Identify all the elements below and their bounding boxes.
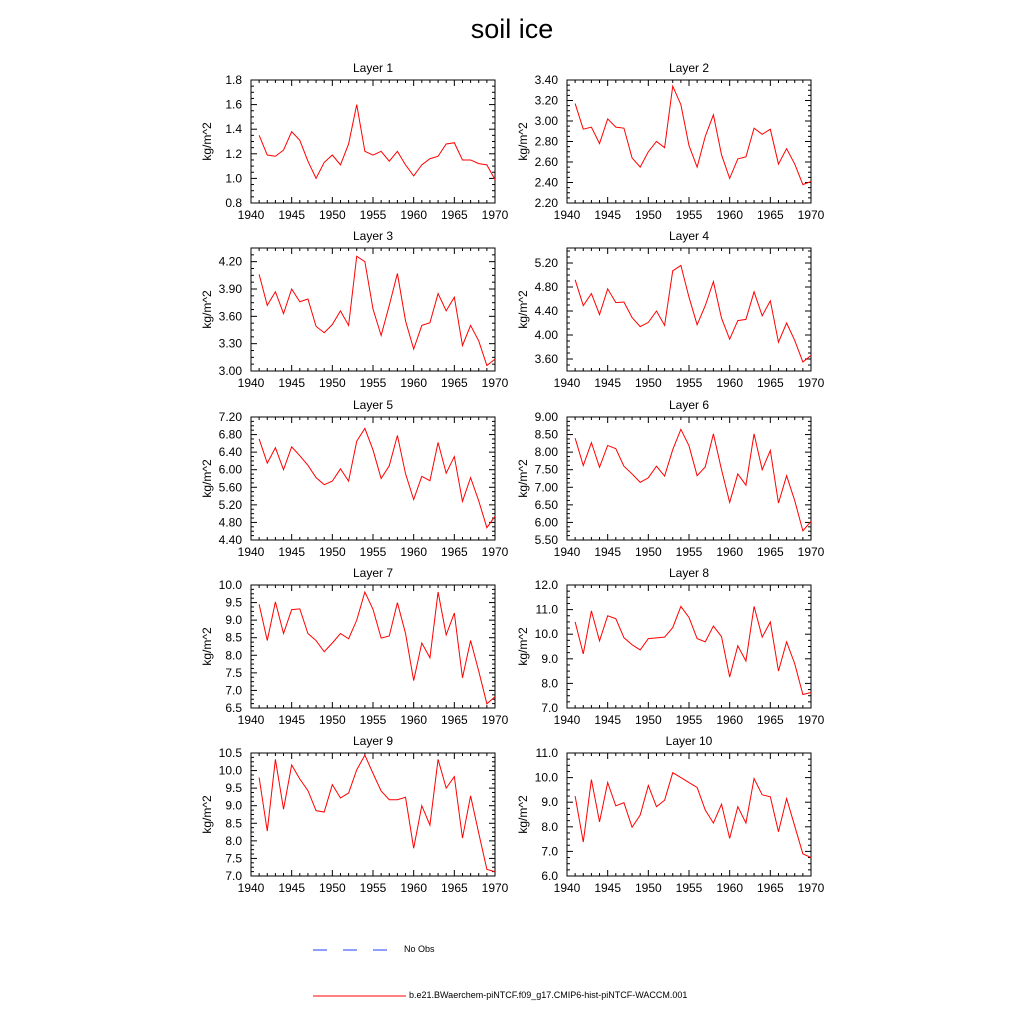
y-tick-label: 11.0 bbox=[535, 746, 558, 760]
y-tick-label: 3.00 bbox=[534, 114, 558, 128]
x-tick-label: 1950 bbox=[634, 881, 662, 895]
y-tick-label: 3.60 bbox=[218, 309, 242, 324]
y-tick-label: 0.8 bbox=[225, 196, 242, 210]
y-axis-label: kg/m^2 bbox=[516, 795, 530, 834]
x-tick-label: 1940 bbox=[553, 881, 581, 895]
panel-title: Layer 10 bbox=[665, 734, 713, 748]
y-tick-label: 9.0 bbox=[225, 798, 242, 813]
y-tick-label: 8.50 bbox=[534, 427, 558, 442]
x-tick-label: 1970 bbox=[797, 545, 825, 559]
x-tick-label: 1940 bbox=[237, 208, 265, 222]
x-tick-label: 1960 bbox=[400, 376, 428, 390]
x-tick-label: 1955 bbox=[675, 545, 703, 559]
y-tick-label: 4.40 bbox=[534, 304, 558, 318]
y-tick-label: 6.40 bbox=[218, 445, 242, 460]
x-tick-label: 1945 bbox=[594, 713, 622, 727]
series-line bbox=[575, 429, 811, 531]
y-tick-label: 6.00 bbox=[534, 515, 558, 530]
x-tick-label: 1965 bbox=[440, 545, 468, 559]
x-tick-label: 1965 bbox=[756, 545, 784, 559]
x-tick-label: 1960 bbox=[400, 545, 428, 559]
y-tick-label: 3.90 bbox=[218, 282, 242, 296]
panel-title: Layer 4 bbox=[668, 229, 710, 243]
y-tick-label: 9.0 bbox=[541, 651, 558, 666]
chart-layer-1 bbox=[200, 61, 509, 222]
y-tick-label: 2.20 bbox=[534, 196, 558, 210]
y-tick-label: 4.80 bbox=[218, 515, 242, 530]
x-tick-label: 1955 bbox=[359, 713, 387, 727]
x-tick-label: 1950 bbox=[634, 713, 662, 727]
plot-frame bbox=[567, 80, 811, 203]
y-tick-label: 8.5 bbox=[225, 630, 242, 645]
plot-frame bbox=[251, 753, 495, 876]
x-tick-label: 1965 bbox=[756, 713, 784, 727]
x-tick-label: 1945 bbox=[278, 881, 306, 895]
panel-title: Layer 2 bbox=[668, 61, 710, 75]
series-line bbox=[259, 105, 495, 180]
x-tick-label: 1940 bbox=[553, 545, 581, 559]
panel-title: Layer 1 bbox=[352, 61, 394, 75]
chart-layer-8 bbox=[516, 566, 825, 727]
y-tick-label: 8.0 bbox=[541, 676, 558, 691]
x-tick-label: 1945 bbox=[594, 881, 622, 895]
x-tick-label: 1955 bbox=[359, 545, 387, 559]
x-tick-label: 1940 bbox=[237, 881, 265, 895]
y-tick-label: 7.0 bbox=[541, 701, 558, 715]
chart-layer-6 bbox=[516, 398, 825, 559]
y-tick-label: 6.0 bbox=[541, 869, 558, 883]
series-line bbox=[575, 773, 811, 858]
x-tick-label: 1970 bbox=[797, 713, 825, 727]
chart-layer-5 bbox=[200, 398, 509, 559]
y-tick-label: 3.20 bbox=[534, 93, 558, 108]
panel-title: Layer 7 bbox=[352, 566, 394, 580]
x-tick-label: 1945 bbox=[278, 376, 306, 390]
x-tick-label: 1940 bbox=[553, 713, 581, 727]
x-tick-label: 1965 bbox=[440, 713, 468, 727]
x-tick-label: 1960 bbox=[716, 881, 744, 895]
y-tick-label: 8.0 bbox=[225, 648, 242, 663]
y-tick-label: 1.8 bbox=[225, 73, 242, 87]
y-tick-label: 7.0 bbox=[225, 683, 242, 698]
y-tick-label: 3.30 bbox=[218, 336, 242, 351]
x-tick-label: 1970 bbox=[797, 376, 825, 390]
x-tick-label: 1950 bbox=[318, 545, 346, 559]
panel-title: Layer 9 bbox=[352, 734, 394, 748]
x-tick-label: 1955 bbox=[359, 208, 387, 222]
series-line bbox=[575, 606, 811, 694]
chart-layer-4 bbox=[516, 229, 825, 390]
y-tick-label: 1.2 bbox=[225, 146, 242, 161]
x-tick-label: 1960 bbox=[716, 376, 744, 390]
x-tick-label: 1965 bbox=[756, 376, 784, 390]
y-tick-label: 9.00 bbox=[534, 410, 558, 424]
x-tick-label: 1965 bbox=[756, 881, 784, 895]
y-tick-label: 6.80 bbox=[218, 427, 242, 442]
y-tick-label: 8.0 bbox=[225, 833, 242, 848]
y-tick-label: 9.5 bbox=[225, 595, 242, 610]
panel-title: Layer 6 bbox=[668, 398, 710, 412]
chart-layer-7 bbox=[200, 566, 509, 727]
chart-layer-9 bbox=[200, 734, 509, 895]
y-tick-label: 2.60 bbox=[534, 155, 558, 169]
y-tick-label: 10.0 bbox=[218, 578, 242, 592]
x-tick-label: 1960 bbox=[400, 208, 428, 222]
y-tick-label: 4.20 bbox=[218, 254, 242, 269]
y-axis-label: kg/m^2 bbox=[200, 290, 214, 329]
y-tick-label: 9.0 bbox=[541, 795, 558, 810]
y-tick-label: 5.20 bbox=[218, 497, 242, 512]
y-tick-label: 3.40 bbox=[534, 73, 558, 87]
x-tick-label: 1960 bbox=[716, 208, 744, 222]
y-tick-label: 6.5 bbox=[225, 701, 242, 715]
x-tick-label: 1965 bbox=[440, 376, 468, 390]
legend-obs-label: No Obs bbox=[404, 944, 435, 954]
series-line bbox=[575, 265, 811, 362]
y-axis-label: kg/m^2 bbox=[516, 627, 530, 666]
x-tick-label: 1960 bbox=[400, 881, 428, 895]
series-line bbox=[259, 755, 495, 872]
y-tick-label: 10.0 bbox=[218, 763, 242, 778]
series-line bbox=[259, 592, 495, 704]
legend-model-label: b.e21.BWaerchem-piNTCF.f09_g17.CMIP6-hist-piNTCF-WACCM.001 bbox=[409, 990, 688, 1000]
x-tick-label: 1970 bbox=[481, 881, 509, 895]
x-tick-label: 1940 bbox=[553, 376, 581, 390]
y-tick-label: 6.00 bbox=[218, 462, 242, 477]
y-tick-label: 1.4 bbox=[225, 122, 242, 137]
y-tick-label: 11.0 bbox=[535, 602, 558, 617]
chart-layer-3 bbox=[200, 229, 509, 390]
x-tick-label: 1960 bbox=[716, 545, 744, 559]
panel-title: Layer 8 bbox=[668, 566, 710, 580]
x-tick-label: 1955 bbox=[675, 713, 703, 727]
y-tick-label: 10.5 bbox=[218, 746, 242, 760]
x-tick-label: 1940 bbox=[553, 208, 581, 222]
y-axis-label: kg/m^2 bbox=[200, 795, 214, 834]
x-tick-label: 1945 bbox=[594, 376, 622, 390]
x-tick-label: 1950 bbox=[634, 545, 662, 559]
y-tick-label: 2.40 bbox=[534, 175, 558, 190]
panel-title: Layer 5 bbox=[352, 398, 394, 412]
y-axis-label: kg/m^2 bbox=[200, 122, 214, 161]
y-tick-label: 7.5 bbox=[225, 665, 242, 680]
x-tick-label: 1970 bbox=[481, 208, 509, 222]
y-tick-label: 7.50 bbox=[534, 462, 558, 477]
x-tick-label: 1950 bbox=[318, 881, 346, 895]
series-line bbox=[575, 86, 811, 184]
y-tick-label: 5.20 bbox=[534, 256, 558, 270]
y-tick-label: 7.0 bbox=[225, 869, 242, 883]
y-tick-label: 8.5 bbox=[225, 816, 242, 831]
y-axis-label: kg/m^2 bbox=[200, 627, 214, 666]
series-line bbox=[259, 428, 495, 527]
x-tick-label: 1960 bbox=[716, 713, 744, 727]
y-tick-label: 9.5 bbox=[225, 781, 242, 796]
x-tick-label: 1945 bbox=[594, 208, 622, 222]
x-tick-label: 1955 bbox=[675, 208, 703, 222]
x-tick-label: 1955 bbox=[359, 376, 387, 390]
figure-title: soil ice bbox=[470, 14, 554, 44]
y-tick-label: 10.0 bbox=[534, 627, 558, 642]
y-tick-label: 1.6 bbox=[225, 97, 242, 112]
y-axis-label: kg/m^2 bbox=[516, 459, 530, 498]
x-tick-label: 1965 bbox=[756, 208, 784, 222]
y-tick-label: 7.5 bbox=[225, 851, 242, 866]
x-tick-label: 1960 bbox=[400, 713, 428, 727]
y-tick-label: 7.00 bbox=[534, 480, 558, 495]
y-tick-label: 8.00 bbox=[534, 445, 558, 460]
y-tick-label: 2.80 bbox=[534, 134, 558, 149]
y-tick-label: 5.50 bbox=[534, 533, 558, 547]
series-line bbox=[259, 256, 495, 365]
x-tick-label: 1950 bbox=[634, 376, 662, 390]
y-tick-label: 12.0 bbox=[534, 578, 558, 592]
y-tick-label: 3.00 bbox=[218, 364, 242, 378]
panel-title: Layer 3 bbox=[352, 229, 394, 243]
y-tick-label: 1.0 bbox=[225, 171, 242, 186]
x-tick-label: 1955 bbox=[675, 376, 703, 390]
y-tick-label: 6.50 bbox=[534, 497, 558, 512]
x-tick-label: 1970 bbox=[797, 881, 825, 895]
x-tick-label: 1945 bbox=[594, 545, 622, 559]
plot-frame bbox=[567, 248, 811, 371]
y-tick-label: 7.20 bbox=[218, 410, 242, 424]
chart-layer-2 bbox=[516, 61, 825, 222]
x-tick-label: 1970 bbox=[797, 208, 825, 222]
y-tick-label: 3.60 bbox=[534, 352, 558, 366]
y-tick-label: 9.0 bbox=[225, 613, 242, 628]
x-tick-label: 1950 bbox=[318, 713, 346, 727]
y-tick-label: 10.0 bbox=[534, 770, 558, 785]
chart-layer-10 bbox=[516, 734, 825, 895]
y-tick-label: 4.00 bbox=[534, 328, 558, 342]
x-tick-label: 1965 bbox=[440, 208, 468, 222]
y-tick-label: 7.0 bbox=[541, 844, 558, 859]
y-tick-label: 5.60 bbox=[218, 480, 242, 495]
x-tick-label: 1950 bbox=[318, 208, 346, 222]
x-tick-label: 1945 bbox=[278, 713, 306, 727]
y-axis-label: kg/m^2 bbox=[200, 459, 214, 498]
x-tick-label: 1940 bbox=[237, 545, 265, 559]
x-tick-label: 1970 bbox=[481, 376, 509, 390]
x-tick-label: 1940 bbox=[237, 713, 265, 727]
x-tick-label: 1970 bbox=[481, 713, 509, 727]
x-tick-label: 1965 bbox=[440, 881, 468, 895]
x-tick-label: 1950 bbox=[634, 208, 662, 222]
x-tick-label: 1955 bbox=[359, 881, 387, 895]
x-tick-label: 1945 bbox=[278, 208, 306, 222]
x-tick-label: 1945 bbox=[278, 545, 306, 559]
y-tick-label: 4.80 bbox=[534, 280, 558, 294]
x-tick-label: 1955 bbox=[675, 881, 703, 895]
y-axis-label: kg/m^2 bbox=[516, 290, 530, 329]
x-tick-label: 1940 bbox=[237, 376, 265, 390]
x-tick-label: 1950 bbox=[318, 376, 346, 390]
y-tick-label: 4.40 bbox=[218, 533, 242, 547]
y-tick-label: 8.0 bbox=[541, 819, 558, 834]
x-tick-label: 1970 bbox=[481, 545, 509, 559]
y-axis-label: kg/m^2 bbox=[516, 122, 530, 161]
